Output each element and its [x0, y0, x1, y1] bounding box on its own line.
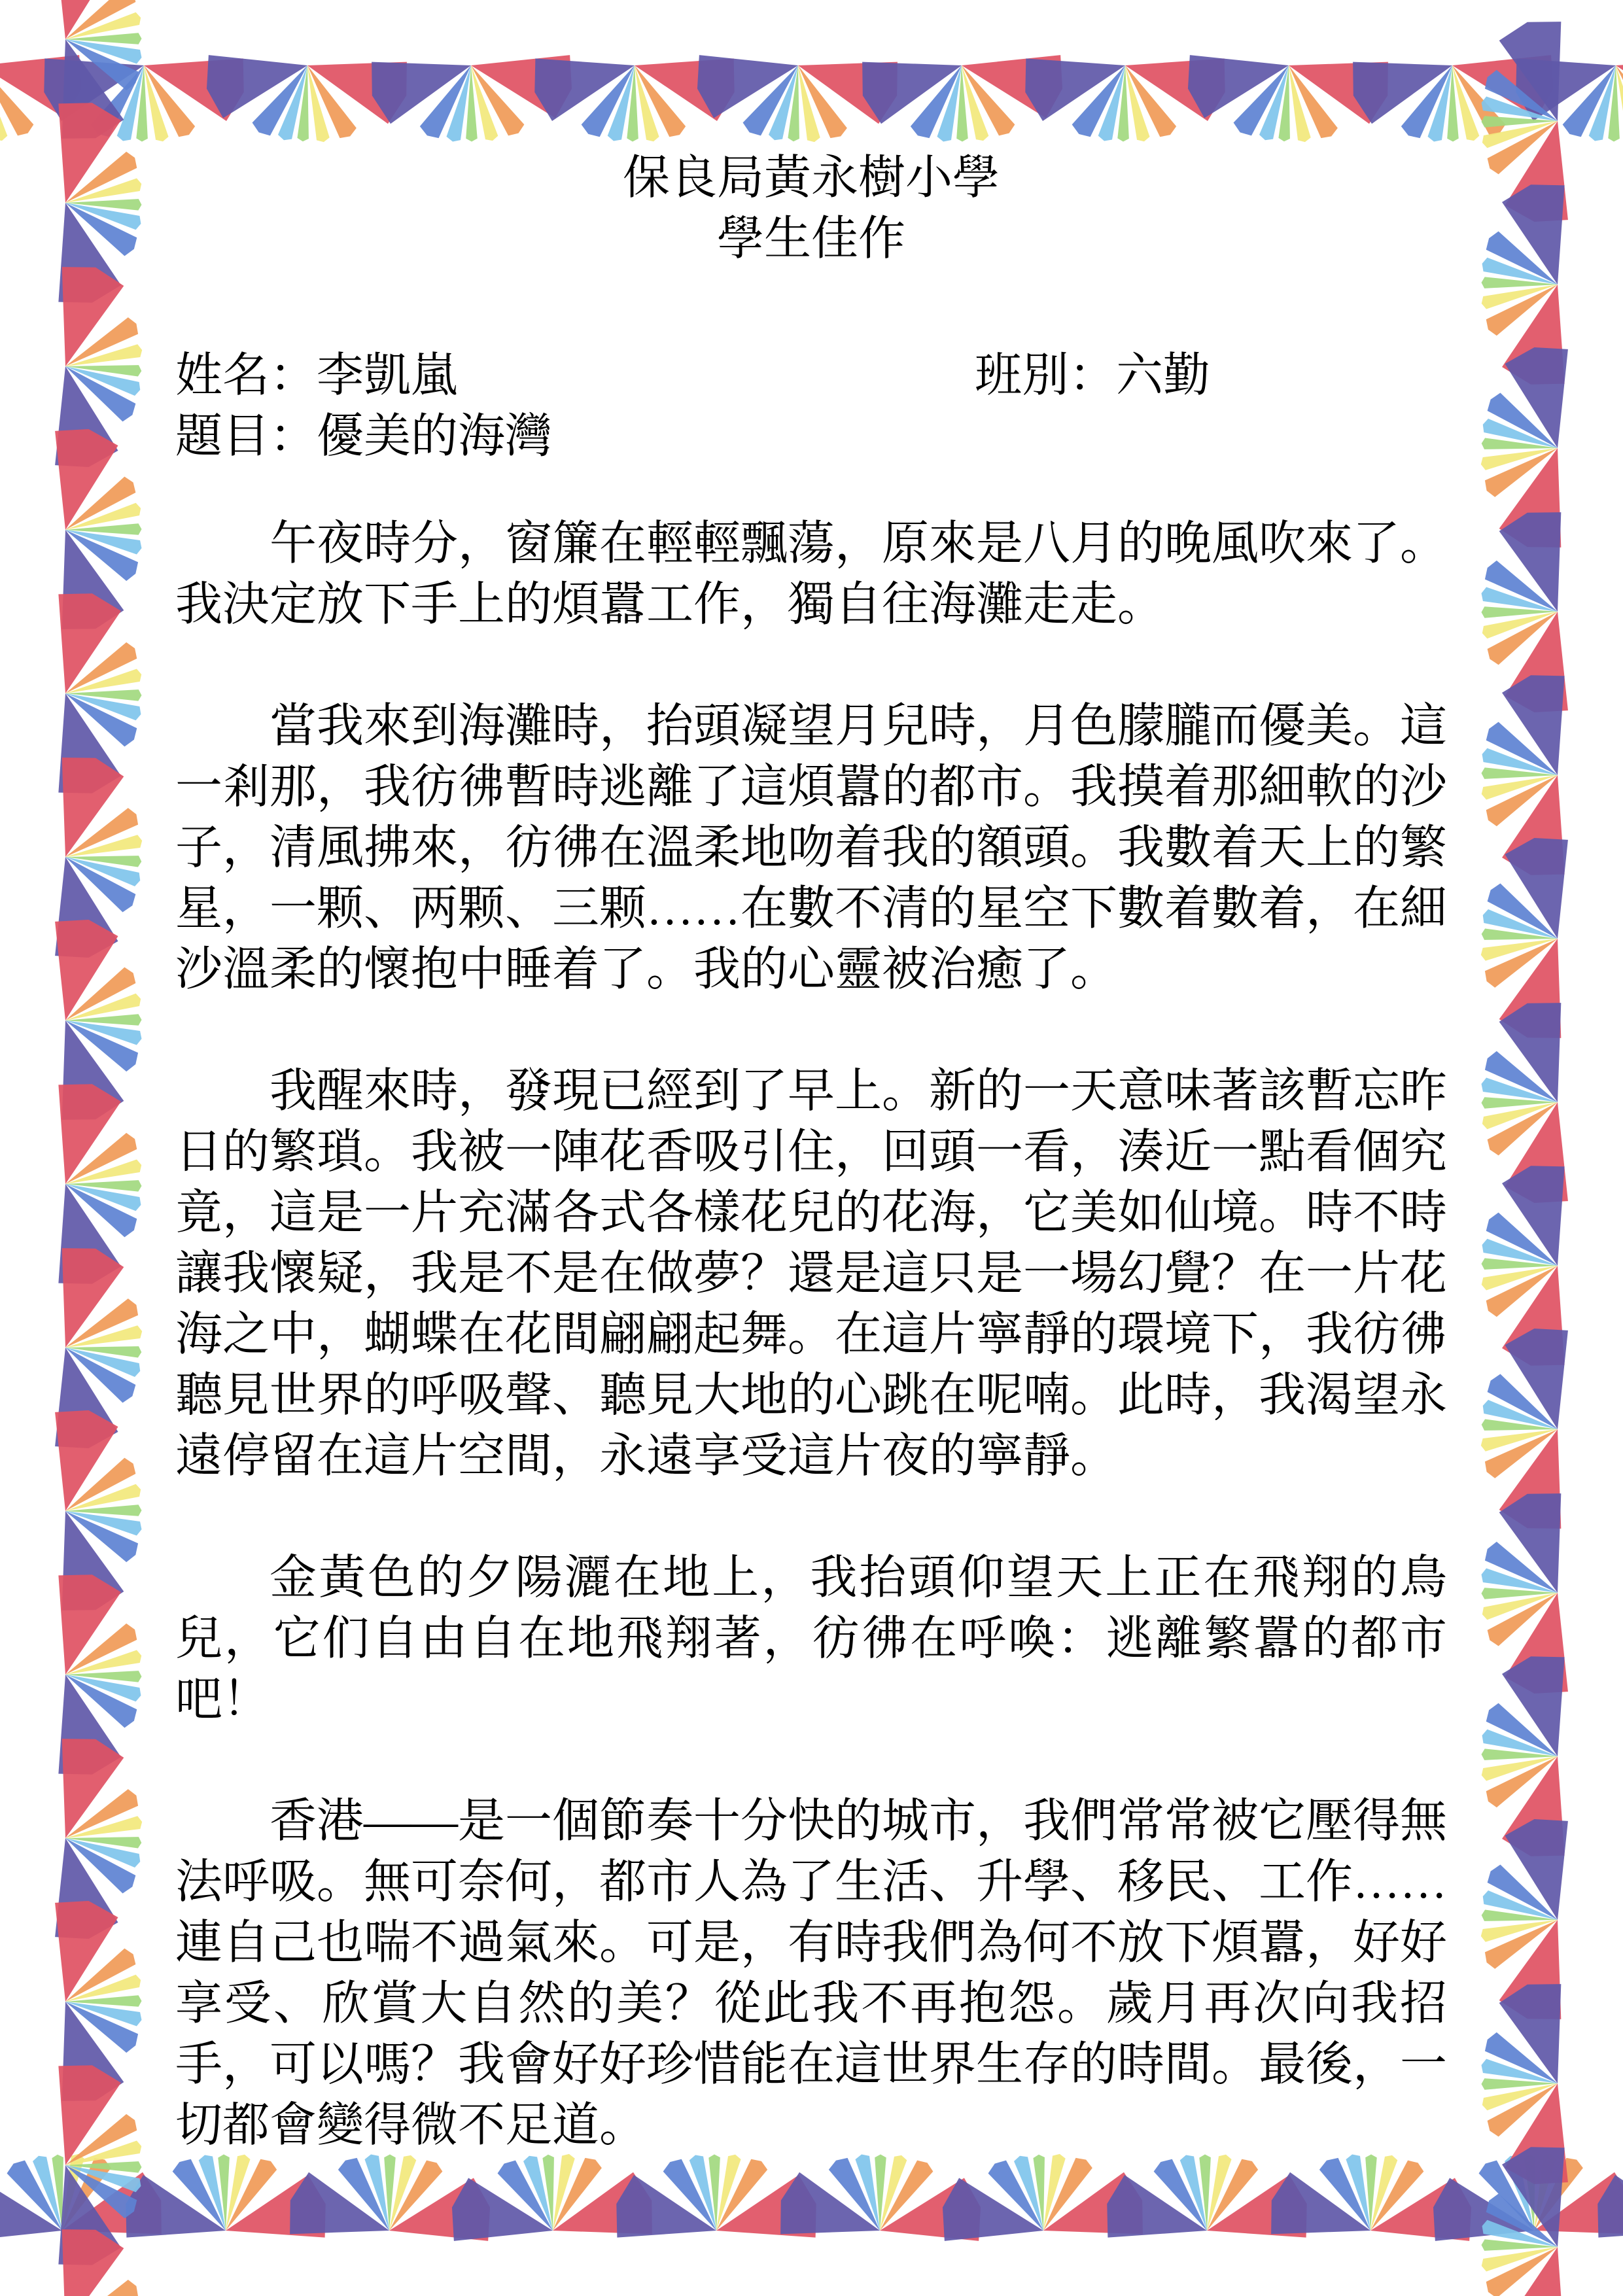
essay-paragraph: 午夜時分，窗簾在輕輕飄蕩，原來是八月的晚風吹來了。我決定放下手上的煩囂工作，獨自往海灘走走。 — [175, 517, 1448, 631]
essay-paragraph: 香港——是一個節奏十分快的城市，我們常常被它壓得無法呼吸。無可奈何，都市人為了生活、升學、移民、工作……連自己也喘不過氣來。可是，有時我們為何不放下煩囂，好好享受、欣賞大自然的美？從此我不再抱怨。歲月再次向我招手，可以嗎？我會好好珍惜能在這世界生存的時間。最後，一切都會變得微不足道。 — [175, 1795, 1448, 2151]
topic-field — [175, 410, 552, 462]
name-value: 李凱嵐 — [317, 349, 459, 402]
essay-paragraph: 當我來到海灘時，抬頭凝望月兒時，月色朦朧而優美。這一剎那，我彷彿暫時逃離了這煩囂的都市。我摸着那細軟的沙子，清風拂來，彷彿在溫柔地吻着我的額頭。我數着天上的繁星，一颗、两颗、三颗……在數不清的星空下數着數着，在細沙溫柔的懷抱中睡着了。我的心靈被治癒了。 — [175, 700, 1448, 996]
topic-value: 優美的海灣 — [317, 410, 553, 462]
student-name-field — [175, 349, 458, 402]
class-value: 六勤 — [1116, 349, 1211, 402]
essay-paragraph: 金黃色的夕陽灑在地上，我抬頭仰望天上正在飛翔的鳥兒，它们自由自在地飛翔著，彷彿在呼喚：逃離繁囂的都市吧！ — [175, 1552, 1447, 1726]
essay-paragraph: 我醒來時，發現已經到了早上。新的一天意味著該暫忘昨日的繁瑣。我被一陣花香吸引住，回頭一看，湊近一點看個究竟，這是一片充滿各式各樣花兒的花海，它美如仙境。時不時讓我懷疑，我是不是在做夢？還是這只是一場幻覺？在一片花海之中，蝴蝶在花間翩翩起舞。在這片寧靜的環境下，我彷彿聽見世界的呼吸聲、聽見大地的心跳在呢喃。此時，我渴望永遠停留在這片空間，永遠享受這片夜的寧靜。 — [175, 1065, 1448, 1482]
meta-row-topic — [175, 406, 1447, 467]
school-name: 保良局黃永樹小學 — [622, 152, 1000, 204]
name-label: 姓名： — [175, 349, 317, 402]
class-label: 班別： — [975, 349, 1117, 402]
topic-label: 題目： — [175, 410, 317, 462]
class-field — [975, 345, 1210, 406]
meta-block — [175, 345, 1447, 467]
document-type: 學生佳作 — [716, 213, 905, 265]
title-block — [175, 148, 1447, 270]
essay-body — [175, 513, 1447, 2156]
meta-row-name-class — [175, 345, 1447, 406]
